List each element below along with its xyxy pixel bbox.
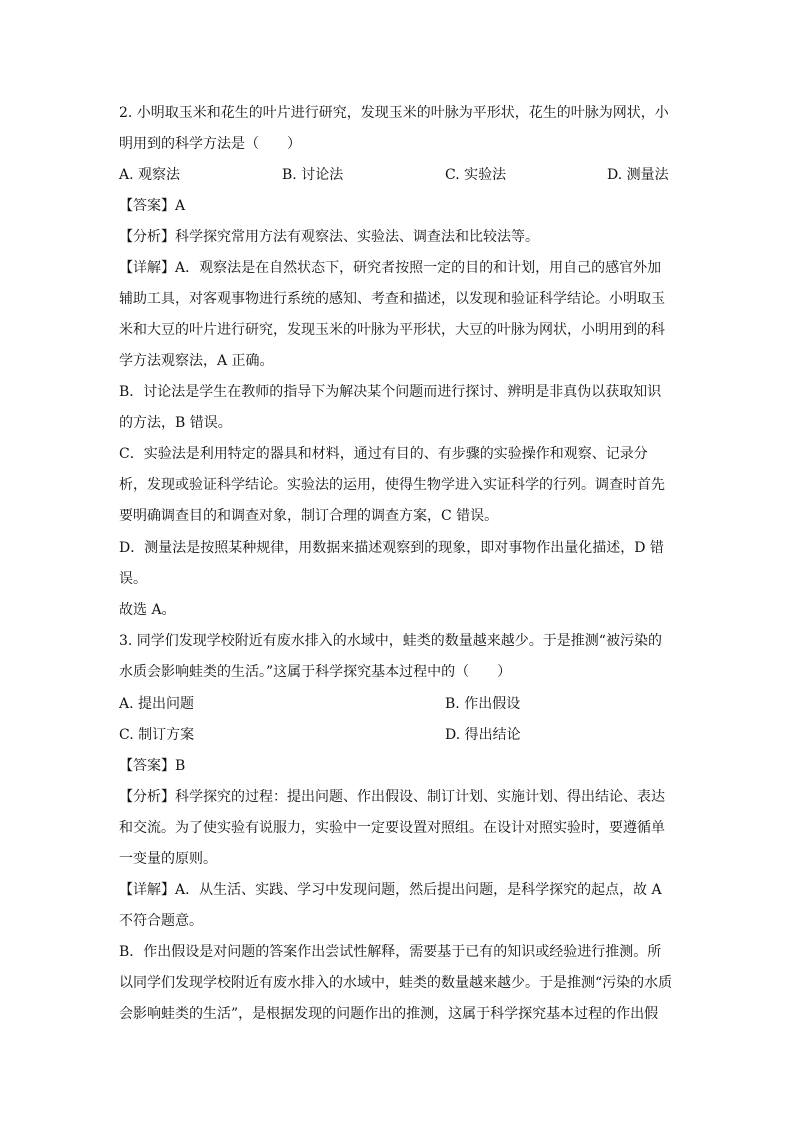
q2-stem-line-1: 2. 小明取玉米和花生的叶片进行研究，发现玉米的叶脉为平形状，花生的叶脉为网状，小 bbox=[119, 105, 669, 121]
q2-option-c: C. 实验法 bbox=[445, 167, 507, 183]
q2-analysis: 【分析】科学探究常用方法有观察法、实验法、调查法和比较法等。 bbox=[119, 229, 539, 245]
q2-detail-line: D．测量法是按照某种规律，用数据来描述观察到的现象，即对事物作出量化描述，D 错 bbox=[119, 540, 664, 556]
q3-detail-line: B．作出假设是对问题的答案作出尝试性解释，需要基于已有的知识或经验进行推测。所 bbox=[119, 944, 662, 960]
q3-analysis-line: 一变量的原则。 bbox=[119, 851, 217, 867]
q3-option-a: A. 提出问题 bbox=[119, 696, 195, 712]
q2-detail-line: 要明确调查目的和调查对象，制订合理的调查方案，C 错误。 bbox=[119, 508, 499, 524]
q3-answer: 【答案】B bbox=[119, 758, 186, 774]
q3-option-c: C. 制订方案 bbox=[119, 727, 195, 743]
q2-option-d: D. 测量法 bbox=[607, 167, 669, 183]
q3-detail-line: 以同学们发现学校附近有废水排入的水域中，蛙类的数量越来越少。于是推测“污染的水质 bbox=[119, 975, 673, 991]
q2-stem-line-2: 明用到的科学方法是（ ） bbox=[119, 136, 301, 152]
q2-detail-line: 的方法，B 错误。 bbox=[119, 415, 232, 431]
q3-stem-line-2: 水质会影响蛙类的生活。”这属于科学探究基本过程中的（ ） bbox=[119, 664, 512, 680]
q2-detail-line: 辅助工具，对客观事物进行系统的感知、考查和描述，以发现和验证科学结论。小明取玉 bbox=[119, 291, 665, 307]
q2-detail-line: 学方法观察法，A 正确。 bbox=[119, 353, 274, 369]
q3-analysis-line: 和交流。为了使实验有说服力，实验中一定要设置对照组。在设计对照实验时，要遵循单 bbox=[119, 820, 665, 836]
q2-detail-line: B．讨论法是学生在教师的指导下为解决某个问题而进行探讨、辨明是非真伪以获取知识 bbox=[119, 384, 662, 400]
q2-detail-line: 米和大豆的叶片进行研究，发现玉米的叶脉为平形状，大豆的叶脉为网状，小明用到的科 bbox=[119, 322, 665, 338]
q2-conclusion: 故选 A。 bbox=[119, 602, 176, 618]
q3-detail-line: 会影响蛙类的生活”，是根据发现的问题作出的推测，这属于科学探究基本过程的作出假 bbox=[119, 1006, 659, 1022]
q3-detail-line: 不符合题意。 bbox=[119, 913, 203, 929]
q2-option-a: A. 观察法 bbox=[119, 167, 181, 183]
q3-stem-line-1: 3. 同学们发现学校附近有废水排入的水域中，蛙类的数量越来越少。于是推测“被污染的 bbox=[119, 633, 662, 649]
q2-answer: 【答案】A bbox=[119, 198, 186, 214]
q3-detail-line: 【详解】A．从生活、实践、学习中发现问题，然后提出问题，是科学探究的起点，故 A bbox=[119, 882, 662, 898]
q2-detail-line: 误。 bbox=[119, 571, 147, 587]
q2-detail-line: C．实验法是利用特定的器具和材料，通过有目的、有步骤的实验操作和观察、记录分 bbox=[119, 446, 648, 462]
q2-detail-line: 【详解】A．观察法是在自然状态下，研究者按照一定的目的和计划，用自己的感官外加 bbox=[119, 260, 662, 276]
q2-option-b: B. 讨论法 bbox=[282, 167, 344, 183]
q3-analysis-line: 【分析】科学探究的过程：提出问题、作出假设、制订计划、实施计划、得出结论、表达 bbox=[119, 789, 665, 805]
q3-option-b: B. 作出假设 bbox=[445, 696, 521, 712]
q3-option-d: D. 得出结论 bbox=[445, 727, 521, 743]
q2-detail-line: 析，发现或验证科学结论。实验法的运用，使得生物学进入实证科学的行列。调查时首先 bbox=[119, 477, 665, 493]
